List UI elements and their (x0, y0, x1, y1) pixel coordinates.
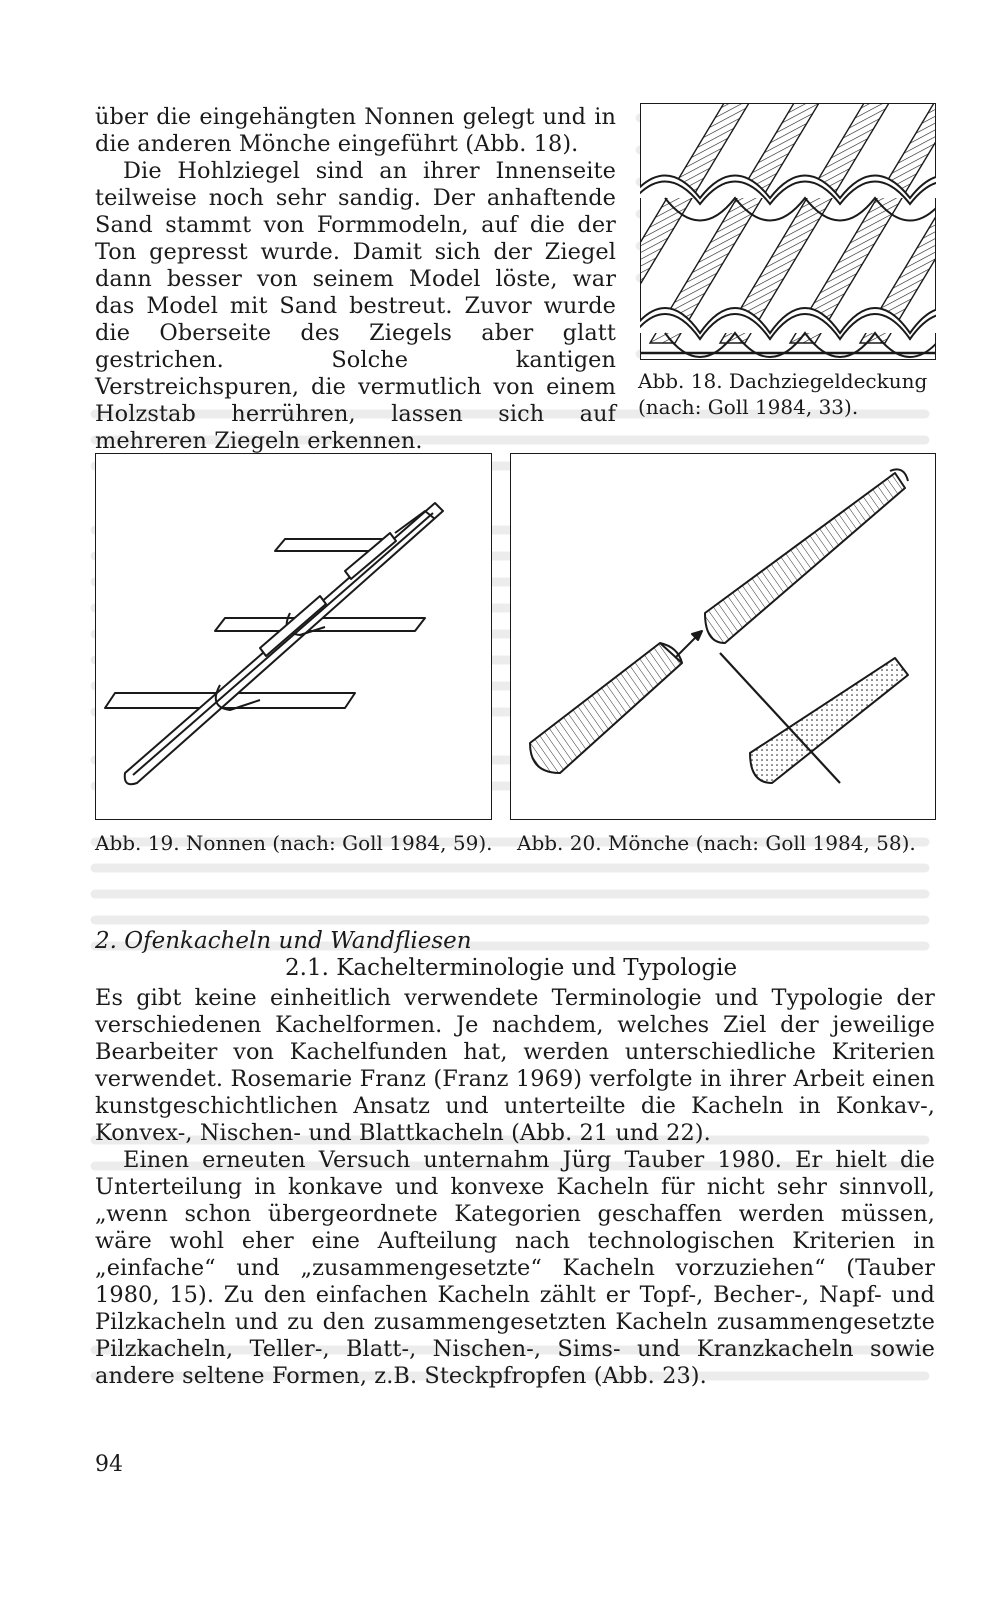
figure-20-caption: Abb. 20. Mönche (nach: Goll 1984, 58). (517, 831, 916, 855)
figure-20-moenche (510, 453, 936, 820)
figure-18-roof-tiles (640, 103, 936, 360)
page-number: 94 (95, 1452, 123, 1477)
text-column-top (95, 104, 616, 455)
section-heading: 2. Ofenkacheln und Wandfliesen (95, 928, 472, 954)
paragraph-hohlziegel: Die Hohlziegel sind an ihrer Innenseite teilweise noch sehr sandig. Der anhaftende Sand stammt von Formmodeln, auf die der Ton gepresst wurde. Damit sich der Ziegel dann besser von seinem Model löste, war das Model mit Sand bestreut. Zuvor wurde die Oberseite des Ziegels aber glatt gestrichen. Solche kantigen Verstreichspuren, die vermutlich von einem Holzstab herrühren, lassen sich auf mehreren Ziegeln erkennen. (95, 158, 616, 454)
figure-19-nonnen (95, 453, 492, 820)
paragraph-tauber: Einen erneuten Versuch unternahm Jürg Tauber 1980. Er hielt die Unterteilung in konkave und konvexe Kacheln für nicht sehr sinnvoll, „wenn schon übergeordnete Kategorien geschaffen werden müssen, wäre wohl eher eine Aufteilung nach technologischen Kriterien in „einfache“ und „zusammengesetzte“ Kacheln vorzuziehen“ (Tauber 1980, 15). Zu den einfachen Kacheln zählt er Topf-, Becher-, Napf- und Pilzkacheln und zu den zusammengesetzten Kacheln zusammengesetzte Pilzkacheln, Teller-, Blatt-, Nischen-, Sims- und Kranzkacheln sowie andere seltene Formen, z.B. Steckpfropfen (Abb. 23). (95, 1147, 935, 1389)
paragraph-continued: über die eingehängten Nonnen gelegt und in die anderen Mönche eingeführt (Abb. 18). (95, 104, 616, 157)
text-column-bottom (95, 985, 935, 1390)
subsection-heading: 2.1. Kachelterminologie und Typologie (285, 955, 738, 981)
figure-19-caption: Abb. 19. Nonnen (nach: Goll 1984, 59). (95, 831, 493, 855)
figure-18-caption: Abb. 18. Dachziegeldeckung (nach: Goll 1984, 33). (638, 369, 928, 419)
paragraph-terminologie: Es gibt keine einheitlich verwendete Terminologie und Typologie der verschiedenen Kachelformen. Je nachdem, welches Ziel der jeweilige Bearbeiter von Kachelfunden hat, werden unterschiedliche Kriterien verwendet. Rosemarie Franz (Franz 1969) verfolgte in ihrer Arbeit einen kunstgeschichtlichen Ansatz und unterteilte die Kacheln in Konkav-, Konvex-, Nischen- und Blattkacheln (Abb. 21 und 22). (95, 985, 935, 1146)
